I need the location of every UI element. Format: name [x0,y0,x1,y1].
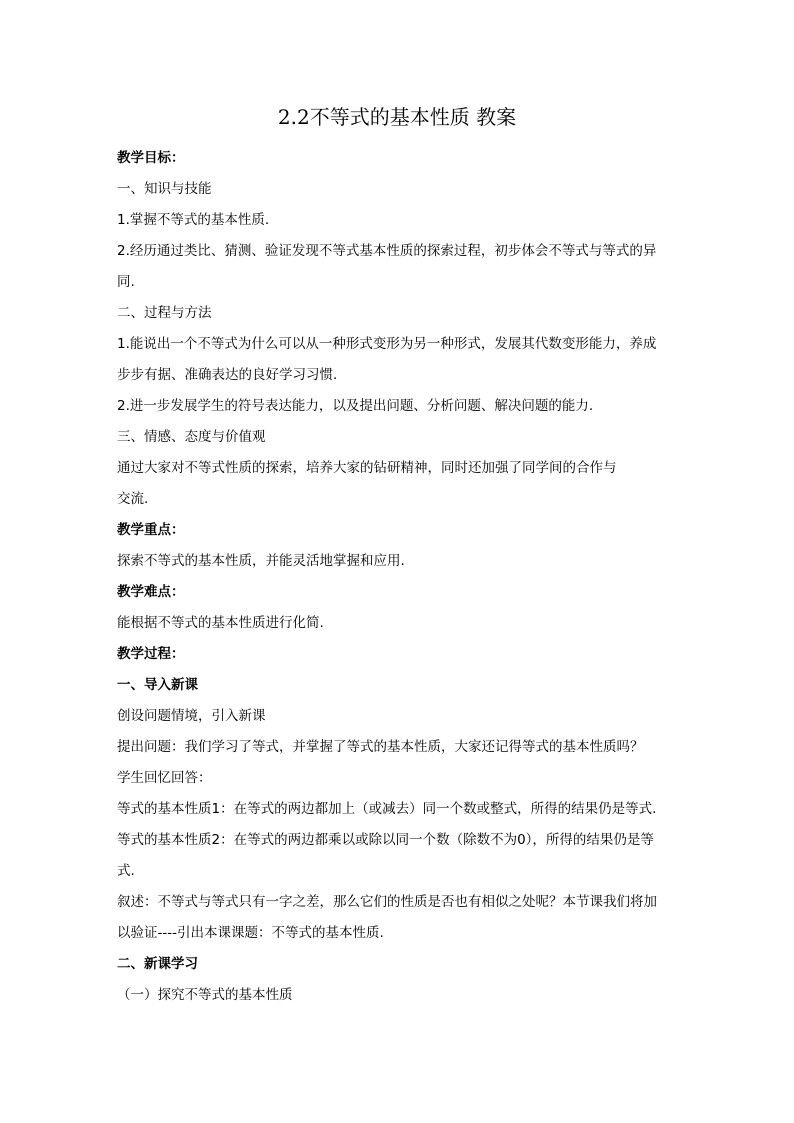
section-heading: 教学过程： [117,646,185,662]
section-heading: 二、新课学习 [117,956,198,972]
text-line: 叙述：不等式与等式只有一字之差，那么它们的性质是否也有相似之处呢？本节课我们将加 [117,894,657,910]
text-line: 2.进一步发展学生的符号表达能力，以及提出问题、分析问题、解决问题的能力. [117,398,594,414]
section-heading: 一、导入新课 [117,677,198,693]
text-line: 提出问题：我们学习了等式，并掌握了等式的基本性质，大家还记得等式的基本性质吗？ [117,739,644,755]
text-line: 创设问题情境，引入新课 [117,708,266,724]
text-line: 同. [117,274,135,290]
text-line: 式. [117,863,135,879]
text-line: 等式的基本性质2：在等式的两边都乘以或除以同一个数（除数不为0），所得的结果仍是等 [117,832,654,848]
document-title: 2.2不等式的基本性质 教案 [277,105,517,129]
section-heading: 教学难点： [117,584,185,600]
text-line: 交流. [117,491,149,507]
text-line: 一、知识与技能 [117,181,212,197]
text-line: 探索不等式的基本性质，并能灵活地掌握和应用. [117,553,405,569]
text-line: 步步有据、准确表达的良好学习习惯. [117,367,338,383]
section-heading: 教学重点： [117,522,185,538]
text-line: 等式的基本性质1：在等式的两边都加上（或减去）同一个数或整式，所得的结果仍是等式. [117,801,657,817]
text-line: 2.经历通过类比、猜测、验证发现不等式基本性质的探索过程，初步体会不等式与等式的异 [117,243,657,259]
document-body [117,143,682,1011]
text-line: 能根据不等式的基本性质进行化简. [117,615,324,631]
text-line: 以验证----引出本课课题：不等式的基本性质. [117,925,384,941]
text-line: 通过大家对不等式性质的探索，培养大家的钻研精神，同时还加强了同学间的合作与 [117,460,617,476]
section-heading: 教学目标： [117,150,185,166]
text-line: （一）探究不等式的基本性质 [117,987,293,1003]
text-line: 1.掌握不等式的基本性质. [117,212,270,228]
text-line: 三、情感、态度与价值观 [117,429,266,445]
text-line: 学生回忆回答： [117,770,212,786]
text-line: 1.能说出一个不等式为什么可以从一种形式变形为另一种形式，发展其代数变形能力，养成 [117,336,657,352]
text-line: 二、过程与方法 [117,305,212,321]
